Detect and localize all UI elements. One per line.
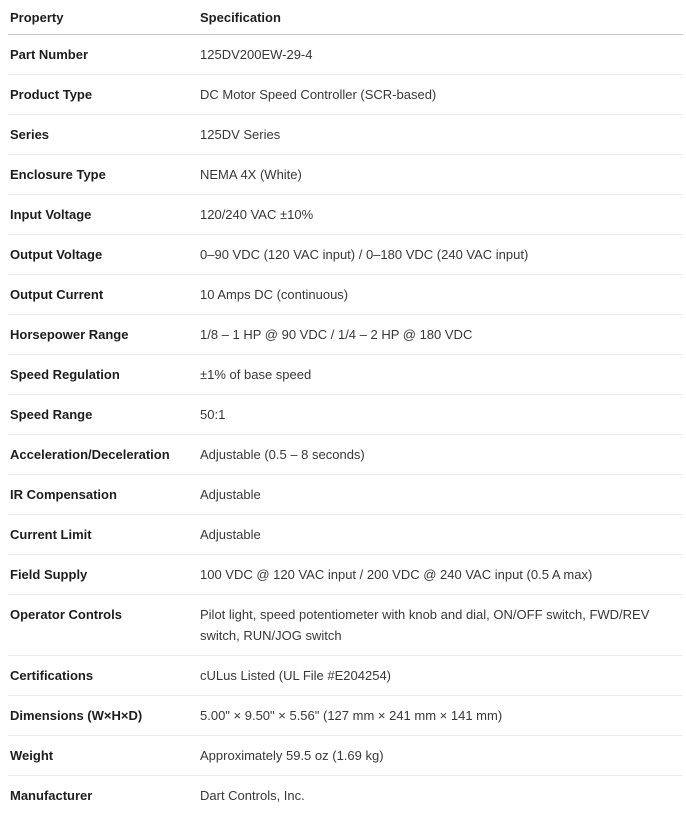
table-row [8, 275, 683, 315]
specification-cell: 125DV200EW-29-4 [200, 47, 313, 62]
specification-cell: Dart Controls, Inc. [200, 788, 305, 803]
table-row [8, 395, 683, 435]
property-cell: Enclosure Type [10, 167, 106, 182]
specification-cell: 10 Amps DC (continuous) [200, 287, 349, 302]
specification-cell: Adjustable (0.5 – 8 seconds) [200, 447, 365, 462]
column-header-specification: Specification [200, 10, 281, 25]
table-body [8, 35, 683, 815]
table-row [8, 656, 683, 696]
table-row [8, 595, 683, 656]
specification-cell: Pilot light, speed potentiometer with knob and dial, ON/OFF switch, FWD/REV switch, RUN/JOG switch [200, 607, 650, 643]
table-row [8, 355, 683, 395]
table-row [8, 435, 683, 475]
property-cell: Input Voltage [10, 207, 92, 222]
property-cell: Part Number [10, 47, 89, 62]
specification-cell: 125DV Series [200, 127, 281, 142]
specification-cell: cULus Listed (UL File #E204254) [200, 668, 392, 683]
property-cell: Product Type [10, 87, 93, 102]
property-cell: Current Limit [10, 527, 92, 542]
property-cell: Speed Regulation [10, 367, 120, 382]
table-row [8, 155, 683, 195]
property-cell: IR Compensation [10, 487, 117, 502]
table-row [8, 195, 683, 235]
specification-cell: DC Motor Speed Controller (SCR-based) [200, 87, 437, 102]
property-cell: Acceleration/Deceleration [10, 447, 170, 462]
table-row [8, 235, 683, 275]
table-row [8, 35, 683, 75]
table-row [8, 555, 683, 595]
property-cell: Series [10, 127, 50, 142]
property-cell: Dimensions (W×H×D) [10, 708, 143, 723]
table-row [8, 776, 683, 815]
property-cell: Field Supply [10, 567, 88, 582]
specification-cell: 5.00" × 9.50" × 5.56" (127 mm × 241 mm × 141 mm) [200, 708, 503, 723]
specification-cell: ±1% of base speed [200, 367, 312, 382]
table-row [8, 736, 683, 776]
column-header-property: Property [10, 10, 64, 25]
specification-cell: 0–90 VDC (120 VAC input) / 0–180 VDC (240 VAC input) [200, 247, 529, 262]
property-cell: Output Current [10, 287, 104, 302]
table-row [8, 475, 683, 515]
specification-cell: 1/8 – 1 HP @ 90 VDC / 1/4 – 2 HP @ 180 VDC [200, 327, 473, 342]
property-cell: Horsepower Range [10, 327, 129, 342]
specification-cell: 50:1 [200, 407, 226, 422]
table-row [8, 696, 683, 736]
table-header-row [8, 2, 683, 35]
property-cell: Certifications [10, 668, 94, 683]
table-row [8, 315, 683, 355]
table-row [8, 515, 683, 555]
specification-cell: NEMA 4X (White) [200, 167, 302, 182]
property-cell: Manufacturer [10, 788, 93, 803]
specification-cell: Adjustable [200, 527, 261, 542]
table-row [8, 115, 683, 155]
property-cell: Speed Range [10, 407, 93, 422]
specification-cell: 100 VDC @ 120 VAC input / 200 VDC @ 240 VAC input (0.5 A max) [200, 567, 593, 582]
property-cell: Weight [10, 748, 54, 763]
specification-cell: Adjustable [200, 487, 261, 502]
specification-cell: 120/240 VAC ±10% [200, 207, 314, 222]
property-cell: Output Voltage [10, 247, 103, 262]
table-row [8, 75, 683, 115]
specification-cell: Approximately 59.5 oz (1.69 kg) [200, 748, 384, 763]
property-cell: Operator Controls [10, 607, 122, 622]
